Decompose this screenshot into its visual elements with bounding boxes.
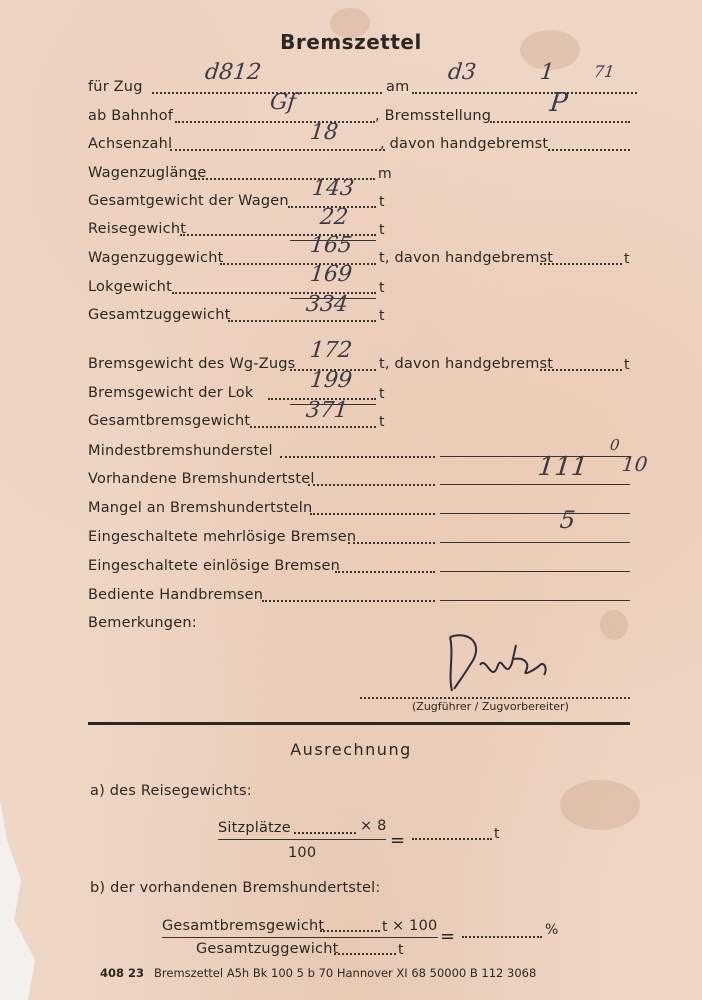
- unit-t: t: [624, 357, 630, 373]
- label-zug: für Zug: [88, 79, 143, 95]
- print-info: Bremszettel A5h Bk 100 5 b 70 Hannover XI 68 50000 B 112 3068: [154, 966, 537, 980]
- stain: [600, 610, 628, 640]
- field-line: [440, 513, 630, 514]
- value-bremsstellung: P: [548, 88, 570, 118]
- label-gesamtgewicht-wagen: Gesamtgewicht der Wagen: [88, 193, 289, 209]
- value-gesamtzuggewicht: 334: [304, 292, 350, 317]
- label-bahnhof: ab Bahnhof: [88, 108, 174, 124]
- label-davon-handgebremst: , davon handgebremst: [380, 136, 549, 152]
- label-t-davon-handgebremst: t, davon handgebremst: [379, 250, 554, 266]
- label-mangel: Mangel an Bremshundertsteln: [88, 500, 313, 516]
- field-line: [440, 571, 630, 572]
- unit-percent: %: [545, 922, 559, 938]
- field-line: [334, 953, 396, 955]
- field-line: [412, 838, 492, 840]
- label-gesamtbremsgewicht-formula: Gesamtbremsgewicht: [162, 918, 325, 934]
- label-gesamtbremsgewicht: Gesamtbremsgewicht: [88, 413, 251, 429]
- footer: [100, 966, 536, 980]
- field-line: [175, 121, 375, 123]
- unit-m: m: [378, 166, 392, 182]
- label-lokgewicht: Lokgewicht: [88, 279, 172, 295]
- label-einloesig: Eingeschaltete einlösige Bremsen: [88, 558, 341, 574]
- label-bremsgewicht-wg: Bremsgewicht des Wg-Zugs: [88, 356, 296, 372]
- value-datum-jahr: 71: [593, 62, 616, 81]
- label-achsenzahl: Achsenzahl: [88, 136, 173, 152]
- value-datum-tag: d3: [446, 60, 478, 85]
- label-t-davon-handgebremst: t, davon handgebremst: [379, 356, 554, 372]
- field-line: [310, 513, 435, 515]
- label-signer: (Zugführer / Zugvorbereiter): [412, 700, 569, 713]
- unit-t: t: [379, 414, 385, 430]
- stain: [560, 780, 640, 830]
- field-line: [320, 930, 380, 932]
- value-wagenzuggewicht: 165: [308, 233, 354, 258]
- unit-t: t: [379, 280, 385, 296]
- label-bremsstellung: , Bremsstellung: [375, 108, 492, 124]
- value-vorhanden-note: 10: [620, 452, 649, 476]
- value-zug: d812: [203, 60, 263, 85]
- fraction-bar: [218, 839, 386, 840]
- section-heading: Ausrechnung: [290, 740, 412, 759]
- value-bremsgewicht-lok: 199: [308, 368, 354, 393]
- field-line: [440, 542, 630, 543]
- label-sitzplaetze: Sitzplätze: [218, 820, 291, 836]
- field-line: [540, 263, 622, 265]
- field-line: [280, 456, 435, 458]
- unit-t: t: [494, 826, 500, 842]
- field-line: [335, 571, 435, 573]
- label-a: a) des Reisegewichts:: [90, 783, 252, 799]
- value-gesamtgewicht-wagen: 143: [310, 176, 356, 201]
- field-line: [294, 832, 356, 834]
- field-line: [462, 936, 542, 938]
- field-line: [348, 542, 435, 544]
- label-handbremsen: Bediente Handbremsen: [88, 587, 264, 603]
- field-line: [228, 320, 376, 322]
- unit-t: t: [382, 919, 388, 935]
- label-bemerkungen: Bemerkungen:: [88, 615, 197, 631]
- label-gesamtzuggewicht-formula: Gesamtzuggewicht: [196, 941, 339, 957]
- unit-t: t: [379, 386, 385, 402]
- signature: [440, 625, 560, 700]
- field-line: [412, 92, 637, 94]
- label-bremsgewicht-lok: Bremsgewicht der Lok: [88, 385, 254, 401]
- value-vorhanden-alt: 0: [609, 436, 621, 454]
- field-line: [440, 484, 630, 485]
- value-gesamtbremsgewicht: 371: [304, 398, 350, 423]
- form-title: Bremszettel: [280, 30, 422, 54]
- field-line: [540, 369, 622, 371]
- value-mangel: 5: [558, 506, 577, 534]
- field-line: [262, 600, 435, 602]
- label-am: am: [386, 79, 410, 95]
- label-vorhanden: Vorhandene Bremshundertstel: [88, 471, 315, 487]
- unit-t: t: [379, 222, 385, 238]
- label-b: b) der vorhandenen Bremshundertstel:: [90, 880, 381, 896]
- value-bremsgewicht-wg: 172: [308, 338, 354, 363]
- field-line: [250, 426, 376, 428]
- equals-sign: =: [440, 926, 456, 947]
- label-mindest: Mindestbremshunderstel: [88, 443, 273, 459]
- label-wagenzuggewicht: Wagenzuggewicht: [88, 250, 224, 266]
- value-reisegewicht: 22: [318, 205, 350, 230]
- unit-t: t: [624, 251, 630, 267]
- field-line: [548, 149, 630, 151]
- unit-t: t: [379, 194, 385, 210]
- field-line: [170, 149, 385, 151]
- field-line: [440, 456, 630, 457]
- form-number: 408 23: [100, 966, 145, 980]
- value-vorhanden: 111: [536, 452, 590, 482]
- label-reisegewicht: Reisegewicht: [88, 221, 187, 237]
- label-times8: × 8: [360, 818, 387, 834]
- value-datum-monat: 1: [538, 60, 556, 85]
- field-line: [152, 92, 382, 94]
- value-achsenzahl: 18: [308, 120, 340, 145]
- unit-t: t: [379, 308, 385, 324]
- field-line: [308, 484, 435, 486]
- label-times100: × 100: [392, 918, 438, 934]
- label-hundred: 100: [288, 845, 317, 861]
- label-gesamtzuggewicht: Gesamtzuggewicht: [88, 307, 231, 323]
- value-lokgewicht: 169: [308, 262, 354, 287]
- label-wagenzuglaenge: Wagenzuglänge: [88, 165, 207, 181]
- value-bahnhof: Gf: [268, 90, 298, 115]
- label-mehrloesig: Eingeschaltete mehrlösige Bremsen: [88, 529, 357, 545]
- equals-sign: =: [390, 830, 406, 851]
- field-line: [490, 121, 630, 123]
- fraction-bar: [162, 937, 438, 938]
- field-line: [440, 600, 630, 601]
- signature-line: [360, 697, 630, 699]
- divider: [88, 722, 630, 725]
- unit-t: t: [398, 942, 404, 958]
